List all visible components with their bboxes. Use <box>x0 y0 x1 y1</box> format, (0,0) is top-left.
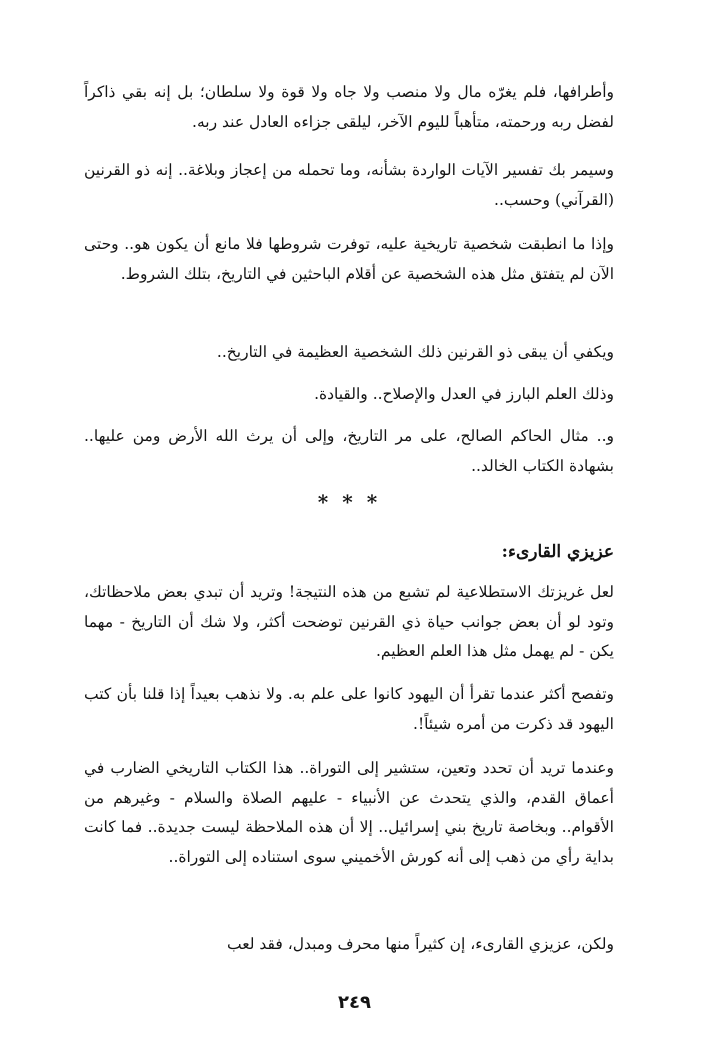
paragraph-1: وأطرافها، فلم يغرّه مال ولا منصب ولا جاه ولا قوة ولا سلطان؛ بل إنه بقي ذاكراً لفضل ربه ورحمته، متأهباً لليوم الآخر، ليلقى جزاءه العادل عند ربه. <box>84 83 614 131</box>
paragraph-4: ويكفي أن يبقى ذو القرنين ذلك الشخصية العظيمة في التاريخ.. <box>216 343 614 361</box>
paragraph-5: وذلك العلم البارز في العدل والإصلاح.. والقيادة. <box>314 385 614 403</box>
paragraph-6: و.. مثال الحاكم الصالح، على مر التاريخ، وإلى أن يرث الله الأرض ومن عليها.. بشهادة الكتاب الخالد.. <box>84 427 614 475</box>
paragraph-7: لعل غريزتك الاستطلاعية لم تشبع من هذه النتيجة! وتريد أن تبدي بعض ملاحظاتك، وتود لو أن بعض جوانب حياة ذي القرنين توضحت أكثر، ولا شك أن التاريخ - مهما يكن - لم يهمل مثل هذا العلم العظيم. <box>84 583 614 660</box>
paragraph-9: وعندما تريد أن تحدد وتعين، ستشير إلى التوراة.. هذا الكتاب التاريخي الضارب في أعماق القدم، والذي يتحدث عن الأنبياء - عليهم الصلاة والسلام - وغيرهم من الأقوام.. وبخاصة تاريخ بني إسرائيل.. إلا أن هذه الملاحظة ليست جديدة.. فما كانت بداية رأي من ذهب إلى أنه كورش الأخميني سوى استناده إلى التوراة.. <box>84 759 614 866</box>
section-heading: عزيزي القارىء: <box>501 542 614 562</box>
page-number: ٢٤٩ <box>338 992 371 1013</box>
paragraph-2: وسيمر بك تفسير الآيات الواردة بشأنه، وما تحمله من إعجاز وبلاغة.. إنه ذو القرنين (القرآني) وحسب.. <box>84 161 614 209</box>
section-separator: *** <box>317 490 392 514</box>
paragraph-3: وإذا ما انطبقت شخصية تاريخية عليه، توفرت شروطها فلا مانع أن يكون هو.. وحتى الآن لم يتفتق مثل هذه الشخصية عن أقلام الباحثين في التاريخ، بتلك الشروط. <box>84 235 614 283</box>
paragraph-10: ولكن، عزيزي القارىء، إن كثيراً منها محرف ومبدل، فقد لعب <box>227 935 614 953</box>
paragraph-8: وتفصح أكثر عندما تقرأ أن اليهود كانوا على علم به. ولا نذهب بعيداً إذا قلنا بأن كتب اليهود قد ذكرت من أمره شيئاً!. <box>84 685 614 733</box>
